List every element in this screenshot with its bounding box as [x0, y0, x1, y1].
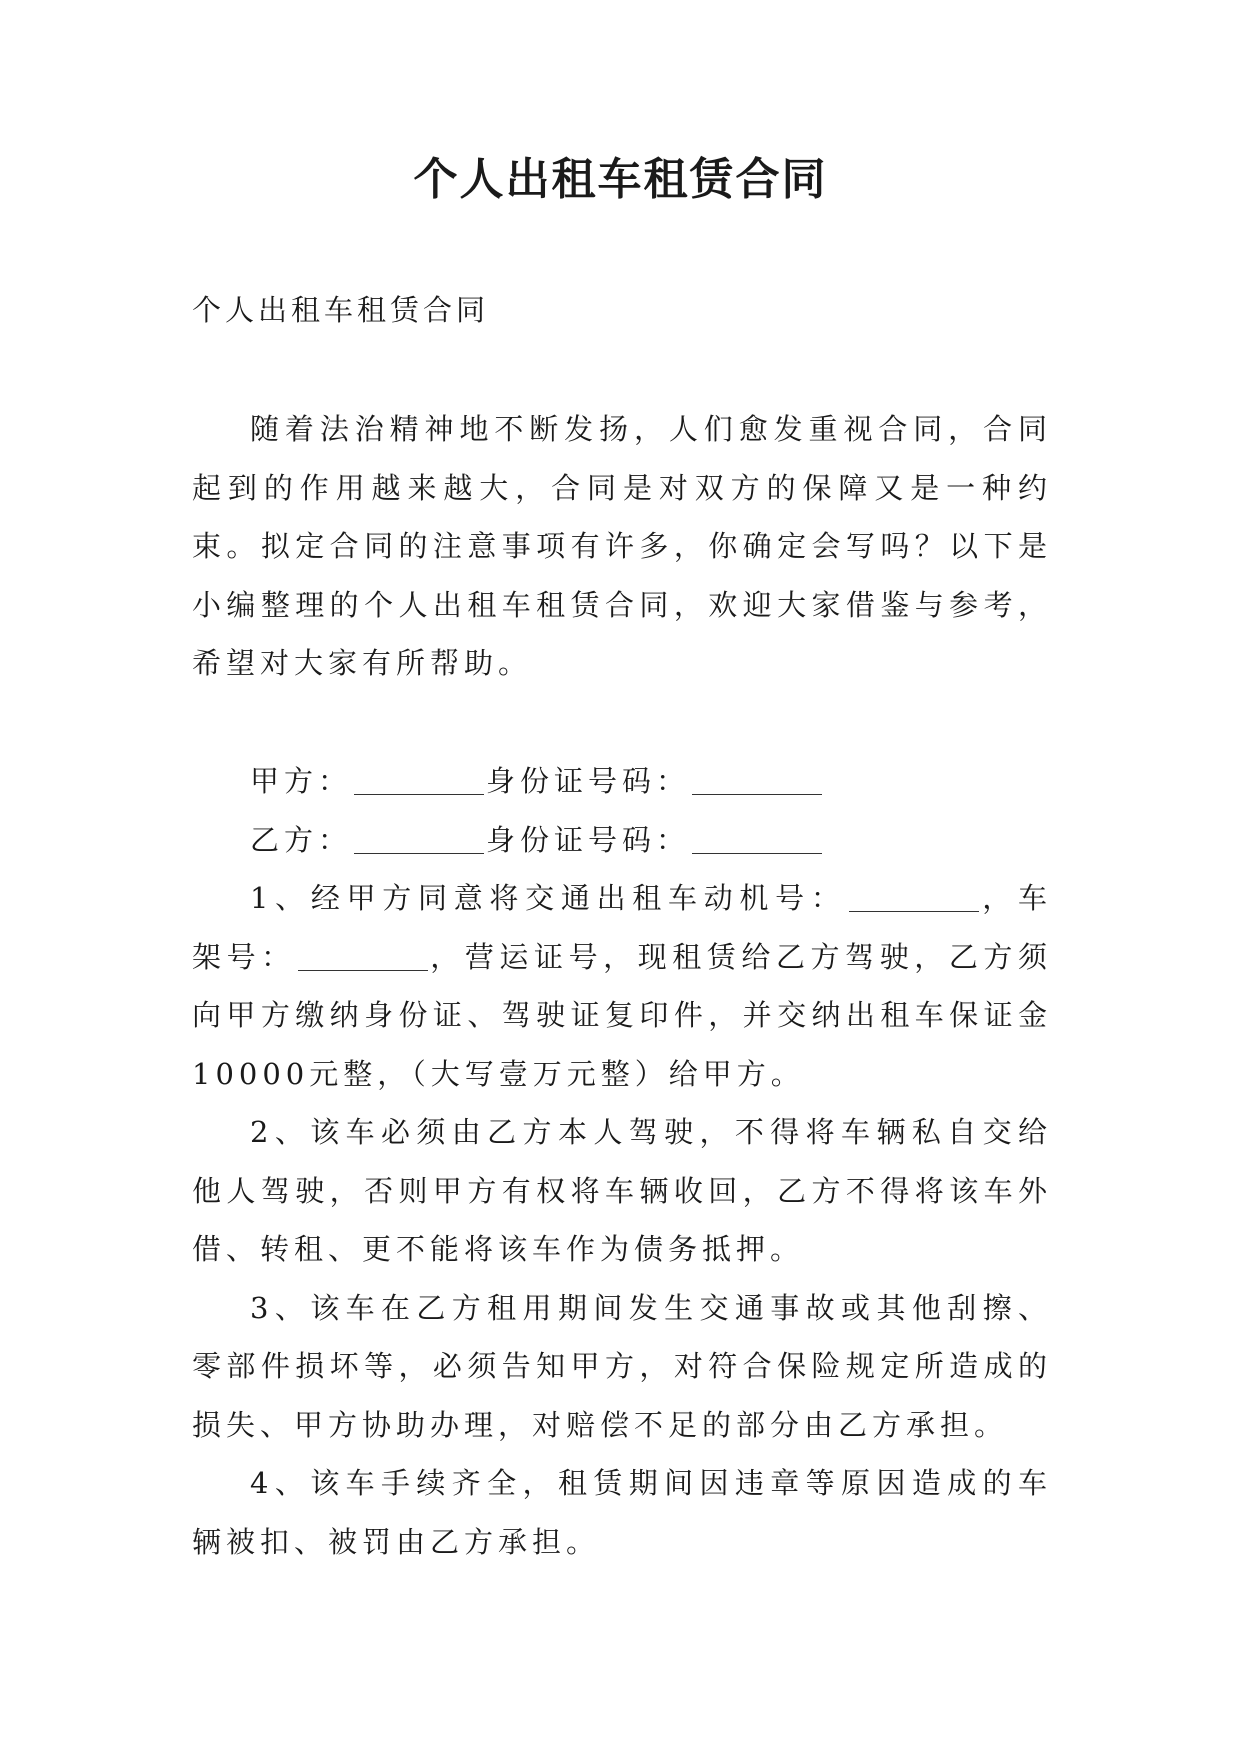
frame-number-blank [298, 941, 428, 971]
clause-1-part-2: ，车架号： [192, 881, 1052, 974]
intro-section [192, 400, 1052, 693]
party-a-id-label: 身份证号码： [486, 764, 691, 798]
party-b-name-blank [354, 824, 484, 854]
intro-paragraph: 随着法治精神地不断发扬，人们愈发重视合同，合同起到的作用越来越大，合同是对双方的保障又是一种约束。拟定合同的注意事项有许多，你确定会写吗？以下是小编整理的个人出租车租赁合同，欢迎大家借鉴与参考，希望对大家有所帮助。 [192, 412, 1052, 680]
engine-number-blank [849, 882, 979, 912]
party-b-line [192, 811, 1052, 870]
clause-3: 3、该车在乙方租用期间发生交通事故或其他刮擦、零部件损坏等，必须告知甲方，对符合保险规定所造成的损失、甲方协助办理，对赔偿不足的部分由乙方承担。 [192, 1290, 1052, 1442]
clause-2: 2、该车必须由乙方本人驾驶，不得将车辆私自交给他人驾驶，否则甲方有权将车辆收回，乙方不得将该车外借、转租、更不能将该车作为债务抵押。 [192, 1115, 1052, 1266]
clause-1-part-1: 1、经甲方同意将交通出租车动机号： [250, 881, 847, 915]
party-a-label: 甲方： [250, 764, 353, 798]
party-a-line [192, 752, 1052, 811]
document-subtitle: 个人出租车租赁合同 [192, 293, 490, 327]
clauses-section [192, 752, 1052, 1571]
party-a-name-blank [354, 765, 484, 795]
document-title: 个人出租车租赁合同 [413, 154, 828, 205]
party-b-label: 乙方： [250, 822, 353, 857]
clause-4: 4、该车手续齐全，租赁期间因违章等原因造成的车辆被扣、被罚由乙方承担。 [192, 1466, 1052, 1559]
clause-1-part-3: ，营运证号，现租赁给乙方驾驶，乙方须向甲方缴纳身份证、驾驶证复印件，并交纳出租车保证金10000元整，（大写壹万元整）给甲方。 [192, 939, 1052, 1091]
clause-1 [192, 869, 1052, 1103]
party-b-id-blank [692, 824, 822, 854]
party-a-id-blank [692, 765, 822, 795]
party-b-id-label: 身份证号码： [486, 822, 691, 857]
